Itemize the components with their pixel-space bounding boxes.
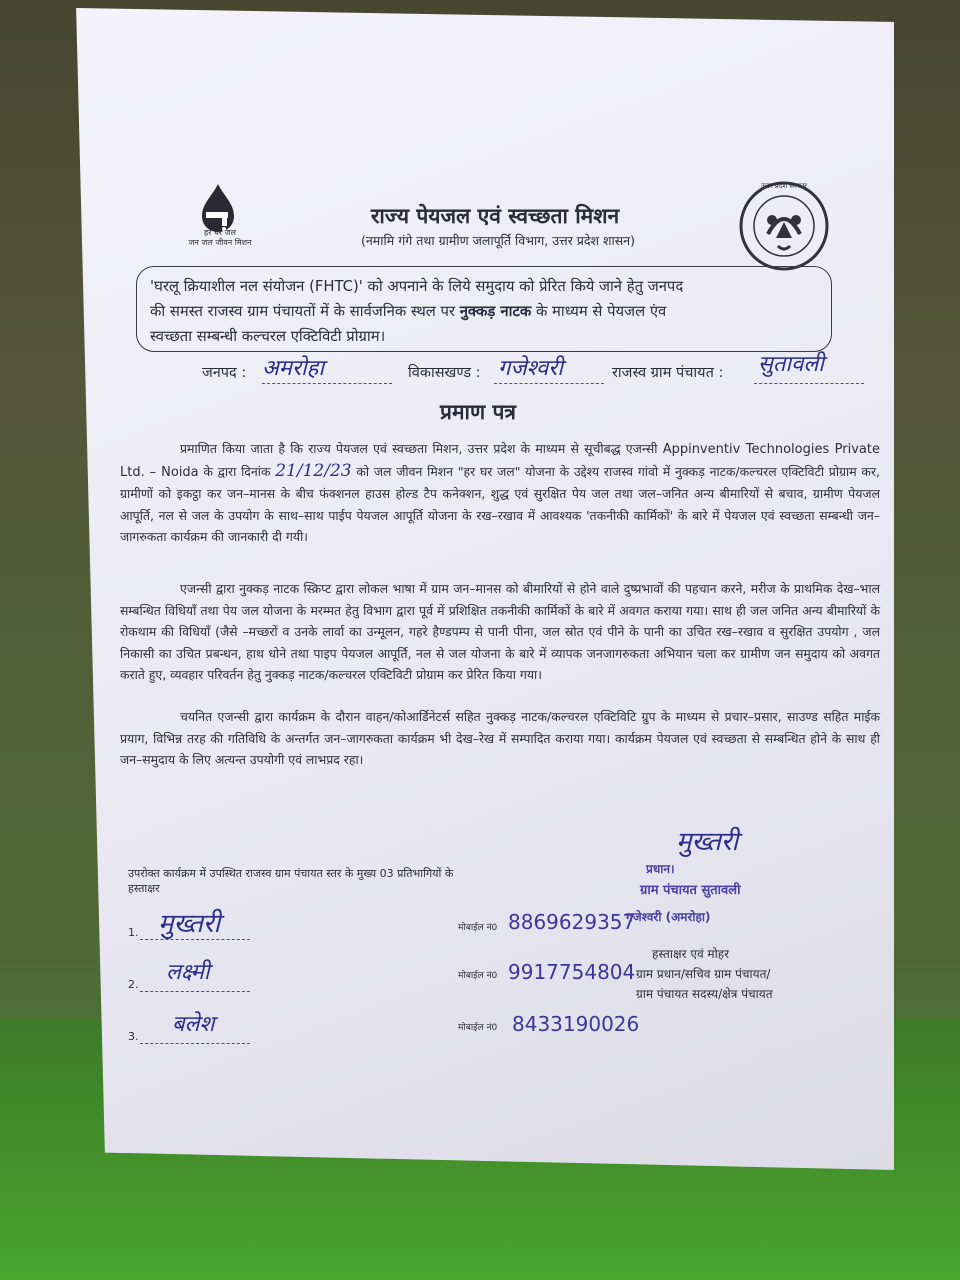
programme-date: 21/12/23 <box>275 460 352 481</box>
block-value: गजेश्वरी <box>498 356 563 381</box>
agency-name: Appinventiv Technologies Private Ltd. – Noida <box>120 442 880 480</box>
participant-mobile-1: 8869629357 <box>508 910 636 934</box>
logo-right-caption: उत्तर प्रदेश सरकार <box>760 182 808 190</box>
participant-num-3: 3. <box>128 1030 139 1043</box>
participant-signature-3: बलेश <box>172 1012 215 1037</box>
participant-mobile-2: 9917754804 <box>508 960 636 984</box>
participant-mobile-3: 8433190026 <box>512 1012 640 1036</box>
org-subtitle: (नमामि गंगे तथा ग्रामीण जलापूर्ति विभाग, उत्तर प्रदेश शासन) <box>360 233 635 248</box>
participants-intro: उपरोक्त कार्यक्रम में उपस्थित राजस्व ग्राम पंचायत स्तर के मुख्य 03 प्रतिभागियों के हस्ताक्षर <box>128 867 454 895</box>
paragraph-2: एजन्सी द्वारा नुक्कड़ नाटक स्क्रिप्ट द्वारा लोकल भाषा में ग्राम जन–मानस को बीमारियों से होने वाले दुष्प्रभावों की पहचान करने, मरीज के प्राथमिक देख–भाल सम्बन्धित विधियाँ तथा पेय जल योजना के मरम्मत हेतु विभाग द्वारा पूर्व में प्रशिक्षित तकनीकी कार्मिकों के बारे में अवगत कराया गया। साथ ही जल जनित अन्य बीमारियों के रोकथाम की विधियाँ (जैसे –मच्छरों व उनके लार्वा का उन्मूलन, गहरे हैण्डपम्प से पानी पीना, जल स्रोत एवं पीने के पानी का उचित रख–रखाव व सुरक्षित उपयोग , जल निकासी का उचित प्रबन्धन, हाथ धोने तथा पाइप पेयजल आपूर्ति, नल से जल योजना के बारे में व्यापक जनजागरुकता अभियान चला कर ग्रामीण जन समुदाय को अवगत कराते हुए, व्यवहार परिवर्तन हेतु नुक्कड़ नाटक/कल्चरल एक्टिविटी प्रोग्राम कर प्रेरित किया गया। <box>120 581 880 682</box>
pradhan-signature: मुख्तरी <box>676 827 739 857</box>
stamp-line-1: प्रधान। <box>646 862 675 876</box>
participant-line-2 <box>140 990 250 992</box>
participant-line-3 <box>140 1042 250 1044</box>
participant-num-1: 1. <box>128 926 139 939</box>
programme-line-2: की समस्त राजस्व ग्राम पंचायतों में के सार्वजनिक स्थल पर नुक्कड़ नाटक के माध्यम से पेयजल एंव <box>150 303 667 320</box>
document-title: प्रमाण पत्र <box>440 400 516 424</box>
mobile-label-3: मोबाईल नं0 <box>458 1023 498 1033</box>
participant-signature-1: मुख्तरी <box>158 909 221 939</box>
programme-line-3: स्वच्छता सम्बन्धी कल्चरल एक्टिविटी प्रोग्राम। <box>150 328 386 345</box>
org-title: राज्य पेयजल एवं स्वच्छता मिशन <box>370 204 620 228</box>
district-underline <box>262 382 392 384</box>
programme-description <box>150 274 826 349</box>
panchayat-label: राजस्व ग्राम पंचायत : <box>612 365 724 381</box>
stamp-line-3: गजेश्वरी (अमरोहा) <box>626 910 711 924</box>
panchayat-value: सुतावली <box>758 352 824 377</box>
mobile-label-2: मोबाईल नं0 <box>458 971 498 981</box>
participant-line-1 <box>140 938 250 940</box>
logo-left-caption: हर घर जल जन जल जीवन मिशन <box>188 228 252 247</box>
panchayat-underline <box>754 382 864 384</box>
mobile-label-1: मोबाईल नं0 <box>458 923 498 933</box>
programme-line-1: 'घरलू क्रियाशील नल संयोजन (FHTC)' को अपनाने के लिये समुदाय को प्रेरित किये जाने हेतु जनपद <box>150 278 684 295</box>
paragraph-1: प्रमाणित किया जाता है कि राज्य पेयजल एवं स्वच्छता मिशन, उत्तर प्रदेश के माध्यम से सूचीबद्ध एजन्सी Appinventiv Technologies Private Ltd. – Noida के द्वारा दिनांक 21/12/23 को जल जीवन मिशन "हर घर जल" योजना के उद्देश्य राजस्व गांवो में नुक्कड़ नाटक/कल्चरल एक्टिविटी प्रोग्राम कर, ग्रामीणों को इकट्ठा कर जन–मानस के बीच फंक्शनल हाउस होल्ड टैप कनेक्शन, शुद्ध एवं सुरक्षित पेय जल तथा जल–जनित अन्य बीमारियों से बचाव, ग्रामीण पेयजल आपूर्ति, नल से जल के उपयोग के साथ–साथ पाईप पेयजल आपूर्ति योजना के रख–रखाव में आवश्यक 'तकनीकी कार्मिकों' के बारे में पेयजल एवं स्वच्छता सम्बन्धी जन–जागरुकता कार्यक्रम की जानकारी दी गयी। <box>120 441 880 544</box>
uttar-pradesh-emblem <box>738 180 830 272</box>
block-underline <box>494 382 604 384</box>
signature-designation: हस्ताक्षर एवं मोहर ग्राम प्रधान/सचिव ग्राम पंचायत/ ग्राम पंचायत सदस्य/क्षेत्र पंचायत <box>636 947 773 1001</box>
participant-signature-2: लक्ष्मी <box>166 960 210 985</box>
block-label: विकासखण्ड : <box>408 365 481 381</box>
paragraph-3: चयनित एजन्सी द्वारा कार्यक्रम के दौरान वाहन/कोआर्डिनेटर्स सहित नुक्कड़ नाटक/कल्चरल एक्टिविटि ग्रुप के माध्यम से प्रचार–प्रसार, साउण्ड सहित माईक प्रयाग, विभिन्न तरह की गतिविधि के अन्तर्गत जन–जागरुकता कार्यक्रम भी देख–रेख में सम्पादित कराया गया। कार्यक्रम पेयजल एवं स्वच्छता से सम्बन्धित होने के साथ ही जन–समुदाय के लिए अत्यन्त उपयोगी एवं लाभप्रद रहा। <box>120 709 880 767</box>
stamp-line-2: ग्राम पंचायत सुतावली <box>640 883 741 898</box>
district-value: अमरोहा <box>262 356 325 381</box>
participant-num-2: 2. <box>128 978 139 991</box>
district-label: जनपद : <box>202 365 247 381</box>
